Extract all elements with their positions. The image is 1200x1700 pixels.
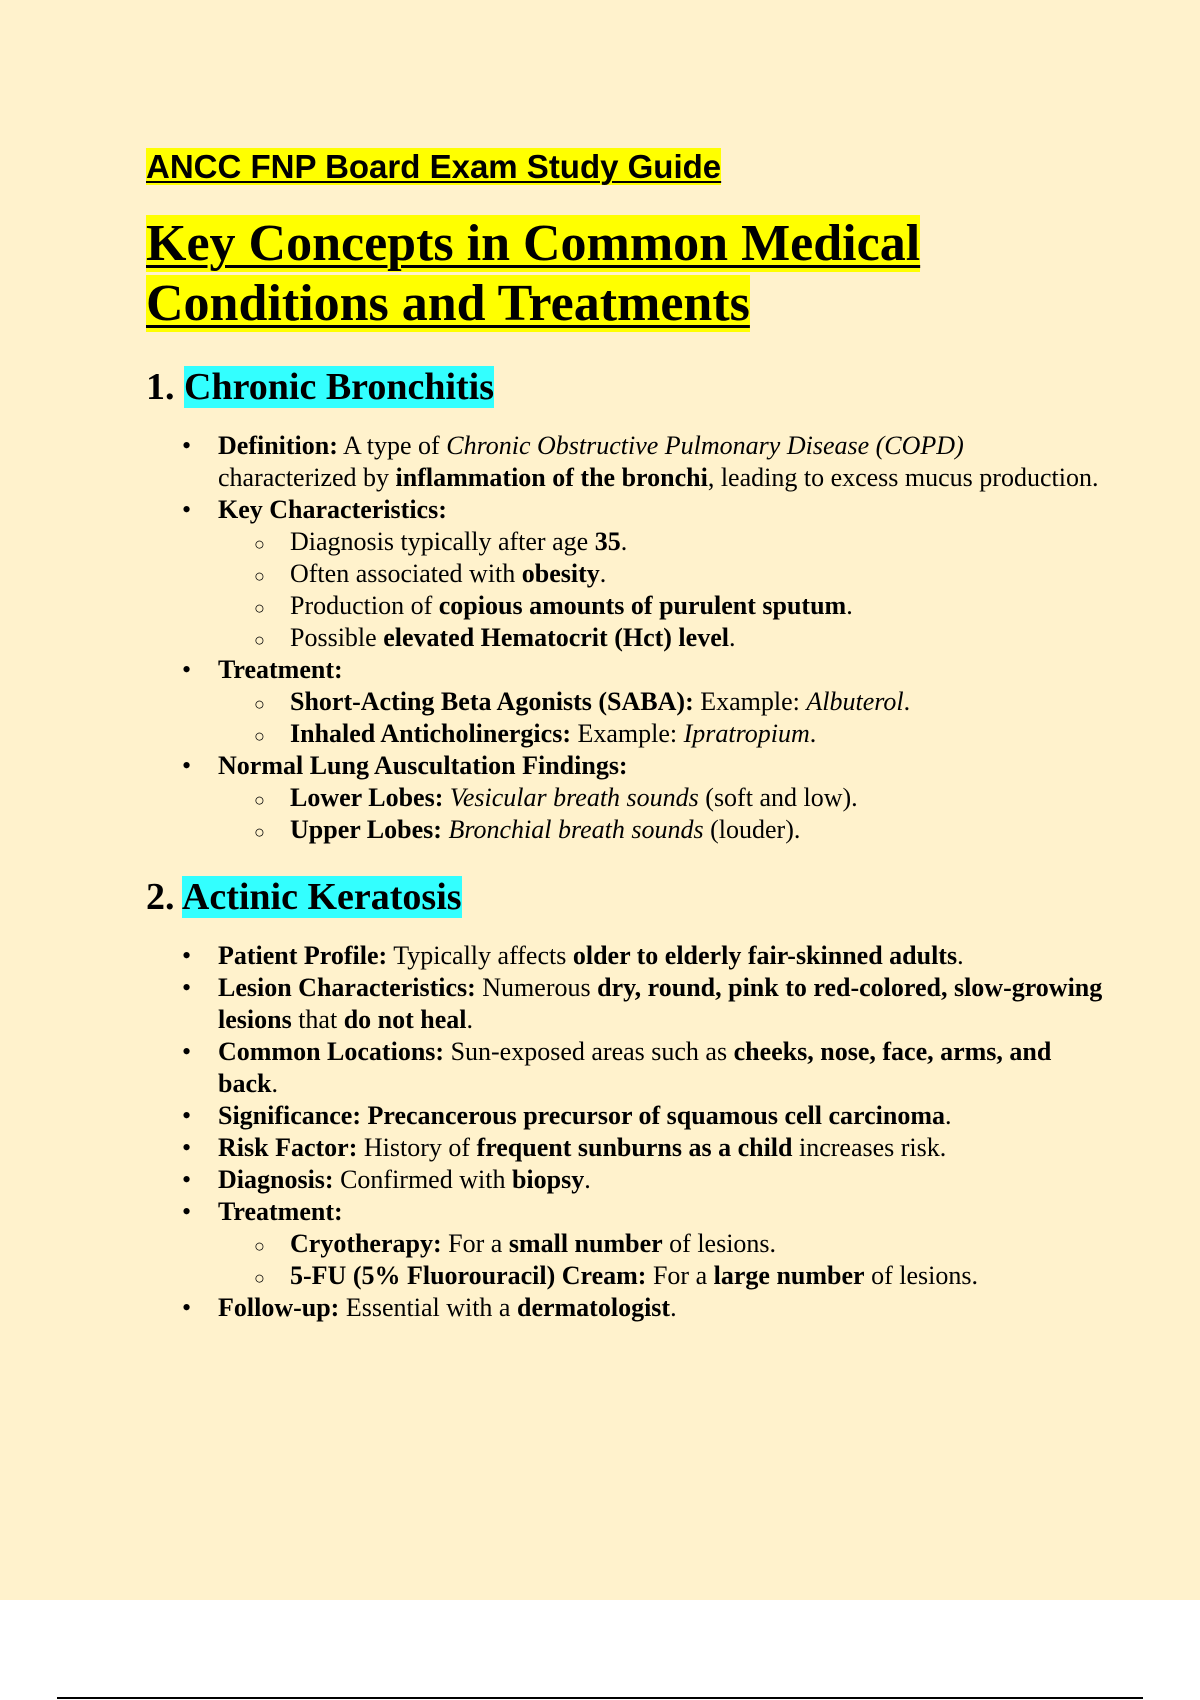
circle-bullet-icon: ○ [254, 694, 265, 714]
list-item-auscultation: • Normal Lung Auscultation Findings: ○ Lower Lobes: Vesicular breath sounds (soft and low). ○ Upper Lobes: Bronchial breath sounds (louder). [146, 750, 1106, 846]
list-item-significance: • Significance: Precancerous precursor of squamous cell carcinoma. [182, 1101, 952, 1130]
section-title-chronic-bronchitis: 1. Chronic Bronchitis [146, 366, 495, 408]
chronic-bronchitis-list [146, 430, 1106, 846]
auscultation-sublist [218, 782, 1106, 846]
bullet-icon: • [182, 655, 192, 684]
list-item-risk-factor: • Risk Factor: History of frequent sunburns as a child increases risk. [182, 1133, 947, 1162]
bullet-icon: • [182, 973, 192, 1002]
bullet-icon: • [182, 1037, 192, 1066]
list-item: ○ Cryotherapy: For a small number of lesions. [218, 1228, 1106, 1260]
bullet-icon: • [182, 1165, 192, 1194]
bullet-icon: • [182, 1197, 192, 1226]
treatment-sublist [218, 686, 1106, 750]
list-item-key-characteristics: • Key Characteristics: ○ Diagnosis typically after age 35. ○ Often associated with obesity. ○ Production of copious amounts of purulent sputum. ○ Possible elevated Hematocrit (Hct) level. [146, 494, 1106, 654]
circle-bullet-icon: ○ [254, 598, 265, 618]
list-item-treatment: • Treatment: ○ Short-Acting Beta Agonists (SABA): Example: Albuterol. ○ Inhaled Anticholinergics: Example: Ipratropium. [146, 654, 1106, 750]
list-item-patient-profile: • Patient Profile: Typically affects older to elderly fair-skinned adults. [182, 941, 964, 970]
bullet-icon: • [182, 751, 192, 780]
section-title-actinic-keratosis: 2. Actinic Keratosis [146, 876, 462, 918]
circle-bullet-icon: ○ [254, 534, 265, 554]
list-item: ○ Diagnosis typically after age 35. [218, 526, 1106, 558]
list-item-common-locations: • Common Locations: Sun-exposed areas such as cheeks, nose, face, arms, and back. [182, 1037, 1052, 1098]
bullet-icon: • [182, 1101, 192, 1130]
circle-bullet-icon: ○ [254, 822, 265, 842]
actinic-keratosis-list [146, 940, 1106, 1324]
list-item: ○ 5-FU (5% Fluorouracil) Cream: For a large number of lesions. [218, 1260, 1106, 1292]
circle-bullet-icon: ○ [254, 630, 265, 650]
circle-bullet-icon: ○ [254, 566, 265, 586]
list-item: ○ Possible elevated Hematocrit (Hct) level. [218, 622, 1106, 654]
list-item-diagnosis: • Diagnosis: Confirmed with biopsy. [182, 1165, 591, 1194]
list-item: ○ Production of copious amounts of purulent sputum. [218, 590, 1106, 622]
bullet-icon: • [182, 1293, 192, 1322]
treatment-sublist [218, 1228, 1106, 1292]
guide-title: ANCC FNP Board Exam Study Guide [146, 148, 722, 185]
bullet-icon: • [182, 431, 192, 460]
circle-bullet-icon: ○ [254, 1236, 265, 1256]
list-item: ○ Short-Acting Beta Agonists (SABA): Example: Albuterol. [218, 686, 1106, 718]
list-item: ○ Lower Lobes: Vesicular breath sounds (soft and low). [218, 782, 1106, 814]
main-title: Key Concepts in Common Medical Conditions and Treatments [146, 215, 921, 332]
list-item-treatment: • Treatment: ○ Cryotherapy: For a small number of lesions. ○ 5-FU (5% Fluorouracil) Cream: For a large number of lesions. [146, 1196, 1106, 1292]
document-content [146, 146, 1106, 1324]
bullet-icon: • [182, 495, 192, 524]
list-item: ○ Inhaled Anticholinergics: Example: Ipratropium. [218, 718, 1106, 750]
page-divider [57, 1697, 1143, 1699]
list-item-lesion-characteristics: • Lesion Characteristics: Numerous dry, round, pink to red-colored, slow-growing lesions that do not heal. [182, 973, 1103, 1034]
bullet-icon: • [182, 1133, 192, 1162]
list-item-follow-up: • Follow-up: Essential with a dermatologist. [182, 1293, 677, 1322]
list-item: ○ Often associated with obesity. [218, 558, 1106, 590]
bullet-icon: • [182, 941, 192, 970]
circle-bullet-icon: ○ [254, 1268, 265, 1288]
list-item: ○ Upper Lobes: Bronchial breath sounds (louder). [218, 814, 1106, 846]
circle-bullet-icon: ○ [254, 726, 265, 746]
circle-bullet-icon: ○ [254, 790, 265, 810]
key-characteristics-sublist [218, 526, 1106, 654]
list-item-definition: • Definition: A type of Chronic Obstructive Pulmonary Disease (COPD) characterized by inflammation of the bronchi, leading to excess mucus production. [182, 431, 1099, 492]
